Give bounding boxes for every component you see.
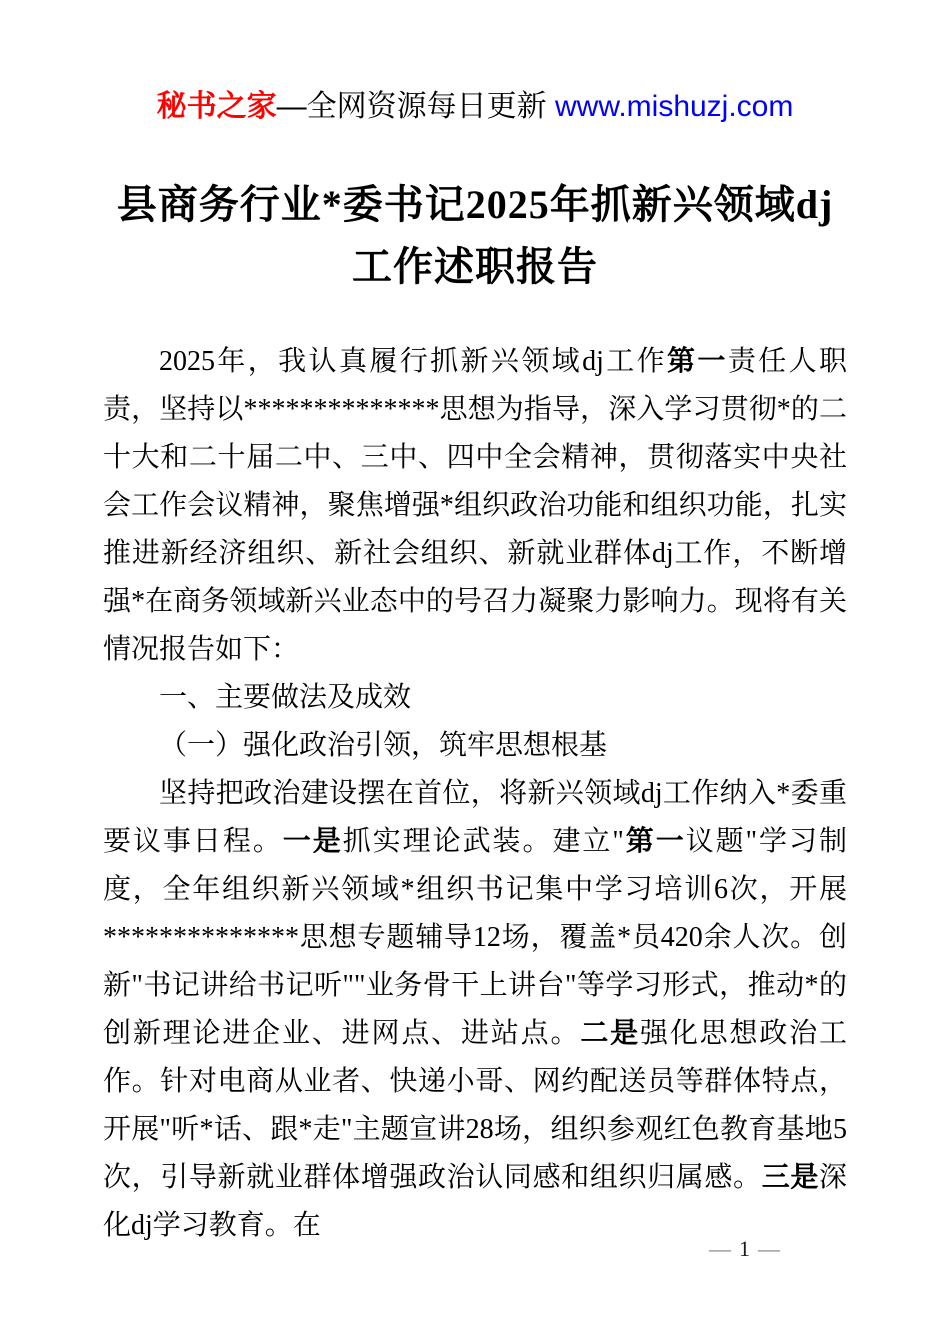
text-run: 议题"学习制度，全年组织新兴领域*组织书记集中学习培训6次，开展**************思想专题辅导12场，覆盖*员420余人次。创新"书记讲给书记听""业务骨干上讲台"等学习形式，推动*的创新理论进企业、进网点、进站点。 <box>103 826 847 1049</box>
document-title: 县商务行业*委书记2025年抓新兴领域dj工作述职报告 <box>116 182 834 289</box>
bold-text-run: 三是 <box>761 1162 819 1193</box>
footer-right-dash: — <box>758 1236 782 1261</box>
bold-text-run: 第一 <box>667 346 728 377</box>
section-heading <box>103 722 847 770</box>
text-run: 深化dj学习教育。在 <box>103 1162 847 1241</box>
footer-left-dash: — <box>709 1236 733 1261</box>
body-paragraph <box>103 770 847 1250</box>
text-run: 坚持把政治建设摆在首位，将新兴领域dj工作纳入*委重要议事日程。 <box>103 778 847 857</box>
header-banner <box>0 0 950 128</box>
document-body <box>103 338 847 1250</box>
bold-text-run: 二是 <box>580 1018 640 1049</box>
text-run: 责任人职责，坚持以**************思想为指导，深入学习贯彻*的二十大和二十届二中、三中、四中全会精神，贯彻落实中央社会工作会议精神，聚焦增强*组织政治功能和组织功能，扎实推进新经济组织、新社会组织、新就业群体dj工作，不断增强*在商务领域新兴业态中的号召力凝聚力影响力。现将有关情况报告如下： <box>103 346 847 665</box>
section-heading <box>103 674 847 722</box>
text-run: 2025年，我认真履行抓新兴领域dj工作 <box>159 346 668 377</box>
text-run: 强化思想政治工作。针对电商从业者、快递小哥、网约配送员等群体特点，开展"听*话、跟*走"主题宣讲28场，组织参观红色教育基地5次，引导新就业群体增强政治认同感和组织归属感。 <box>103 1018 847 1193</box>
text-run: （一）强化政治引领，筑牢思想根基 <box>159 730 608 761</box>
body-paragraph <box>103 338 847 674</box>
page-footer <box>709 1236 782 1262</box>
text-run: 一、主要做法及成效 <box>159 682 412 713</box>
header-tagline: —全网资源每日更新 <box>276 90 555 123</box>
page-number: 1 <box>739 1236 752 1261</box>
bold-text-run: 一是 <box>282 826 343 857</box>
text-run: 抓实理论武装。建立" <box>342 826 624 857</box>
site-name: 秘书之家 <box>156 90 277 123</box>
bold-text-run: 第一 <box>623 826 686 857</box>
site-url-link[interactable]: www.mishuzj.com <box>554 90 794 123</box>
